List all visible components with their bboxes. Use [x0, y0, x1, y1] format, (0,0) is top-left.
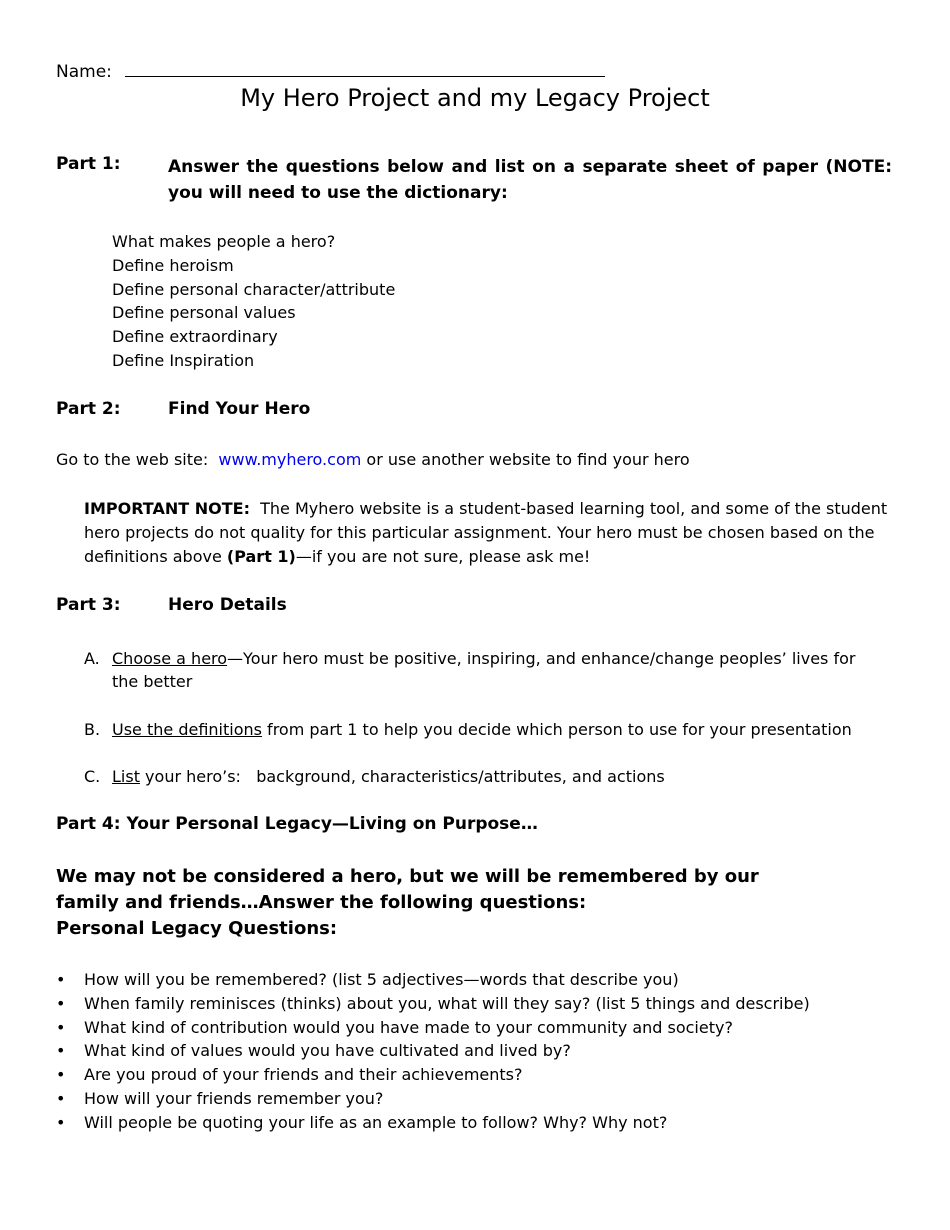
list-item [56, 1087, 810, 1111]
item-key: Use the definitions [112, 720, 262, 739]
list-item-text: Will people be quoting your life as an example to follow? Why? Why not? [84, 1112, 668, 1132]
list-item: Define extraordinary [112, 327, 278, 347]
part1-question-list [112, 230, 395, 373]
list-item [84, 647, 884, 693]
list-item [56, 1111, 810, 1135]
list-item [56, 1016, 810, 1040]
item-text: from part 1 to help you decide which person to use for your presentation [261, 720, 852, 739]
list-item [56, 1063, 810, 1087]
list-item [56, 968, 810, 992]
part1-label: Part 1: [56, 154, 121, 174]
list-item [56, 1039, 810, 1063]
myhero-link[interactable]: www.myhero.com [218, 450, 362, 469]
note-text: The Myhero website is a student-based learning tool, and some of the student hero projects do not quality for this particular assignment. Your hero must be chosen based on the definitions above [84, 499, 893, 566]
item-key: List [112, 767, 140, 786]
list-item: What makes people a hero? [112, 232, 336, 251]
list-item-text: How will your friends remember you? [84, 1088, 384, 1108]
list-item-text: Are you proud of your friends and their achievements? [84, 1065, 523, 1085]
bullet-icon: • [56, 993, 66, 1013]
website-prefix: Go to the web site: [56, 450, 219, 469]
list-item-text: What kind of values would you have cultivated and lived by? [84, 1041, 571, 1061]
item-key: Choose a hero [112, 649, 228, 668]
list-item [56, 992, 810, 1016]
part4-heading: Part 4: Your Personal Legacy—Living on Purpose… [56, 814, 538, 834]
item-text: —Your hero must be positive, inspiring, and enhance/change peoples’ lives for the better [112, 649, 856, 691]
part4-subheading: Personal Legacy Questions: [56, 918, 338, 939]
part4-intro-block [56, 864, 816, 942]
list-item-text: What kind of contribution would you have made to your community and society? [84, 1017, 733, 1037]
bullet-icon: • [56, 1065, 66, 1085]
list-item [84, 718, 884, 741]
item-text: your hero’s: background, characteristics/attributes, and actions [139, 767, 665, 786]
list-item: Define heroism [112, 255, 234, 275]
page-title: My Hero Project and my Legacy Project [240, 84, 710, 112]
list-item: Define Inspiration [112, 350, 255, 370]
part3-label: Part 3: [56, 595, 121, 615]
item-letter: A. [84, 649, 100, 668]
item-letter: C. [84, 767, 101, 786]
part4-intro: We may not be considered a hero, but we will be remembered by our family and friends…Answer the following questions: [56, 866, 759, 913]
item-letter: B. [84, 720, 101, 739]
list-item: Define personal values [112, 303, 296, 323]
note-part-ref: (Part 1) [226, 547, 296, 566]
bullet-icon: • [56, 1017, 66, 1037]
name-label: Name: [56, 62, 112, 82]
website-suffix: or use another website to find your hero [361, 450, 690, 469]
part2-label: Part 2: [56, 399, 121, 419]
website-line [56, 450, 690, 469]
important-note [84, 497, 904, 569]
part3-title: Hero Details [168, 595, 287, 615]
bullet-icon: • [56, 1088, 66, 1108]
list-item-text: How will you be remembered? (list 5 adjectives—words that describe you) [84, 970, 679, 989]
note-end: —if you are not sure, please ask me! [295, 547, 591, 566]
note-label: IMPORTANT NOTE: [84, 499, 250, 518]
list-item: Define personal character/attribute [112, 279, 396, 299]
bullet-icon: • [56, 1041, 66, 1061]
bullet-icon: • [56, 970, 66, 989]
legacy-question-list [56, 968, 810, 1135]
name-blank-line [125, 60, 605, 77]
name-row [56, 60, 605, 82]
bullet-icon: • [56, 1112, 66, 1132]
part2-title: Find Your Hero [168, 399, 311, 419]
list-item-text: When family reminisces (thinks) about you, what will they say? (list 5 things and describe) [84, 993, 810, 1013]
part1-instructions: Answer the questions below and list on a separate sheet of paper (NOTE: you will need to use the dictionary: [168, 157, 892, 203]
list-item [84, 765, 884, 788]
